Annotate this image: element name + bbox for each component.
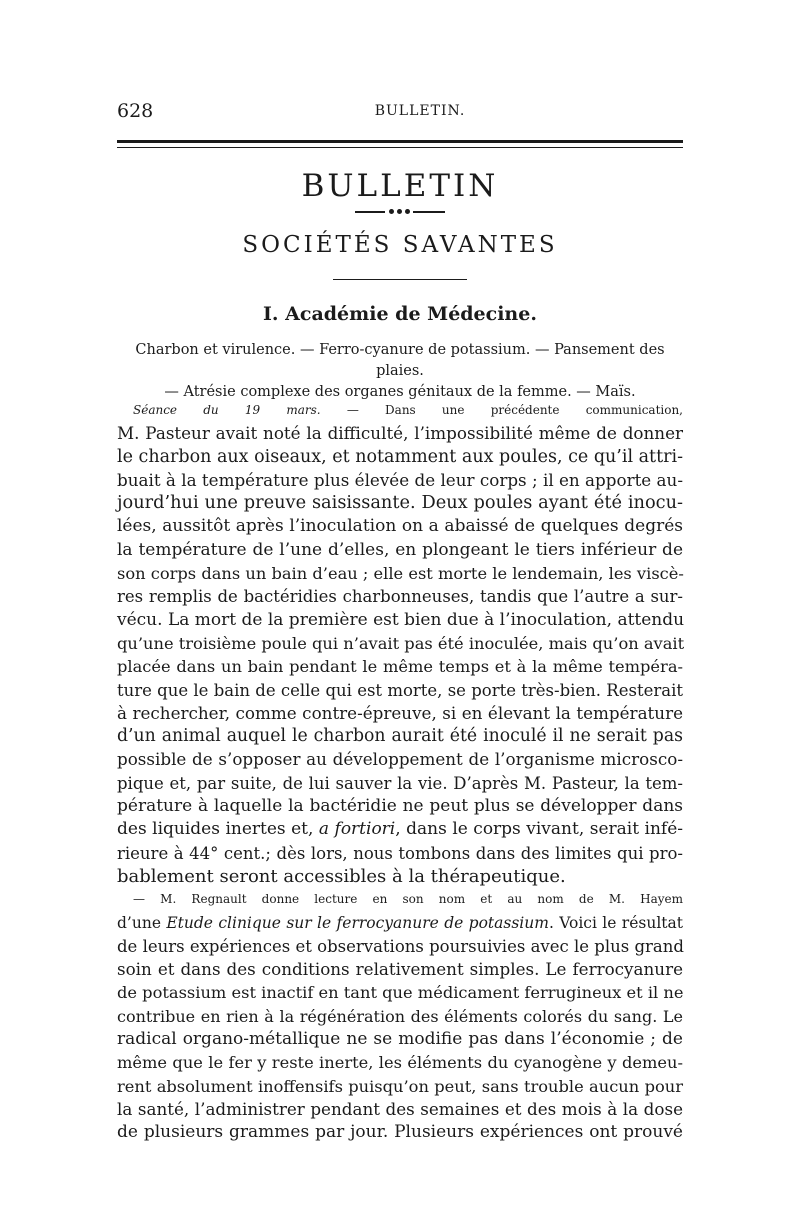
ornament-divider bbox=[355, 208, 445, 216]
short-divider-rule bbox=[333, 279, 467, 280]
summary-line: — Atrésie complexe des organes génitaux de la femme. — Maïs. bbox=[164, 384, 636, 400]
bulletin-title: BULLETIN bbox=[301, 168, 499, 204]
text-line: contribue en rien à la régénération des éléments colorés du sang. Le bbox=[117, 1006, 683, 1026]
text-line: à rechercher, comme contre-épreuve, si en élevant la température bbox=[117, 702, 683, 723]
section-summary bbox=[117, 340, 683, 403]
text-line: — M. Regnault donne lecture en son nom et au nom de M. Hayem bbox=[133, 892, 683, 907]
text-line: buait à la température plus élevée de leur corps ; il en apporte au- bbox=[117, 469, 683, 490]
text-line: son corps dans un bain d’eau ; elle est morte le lendemain, les viscè- bbox=[117, 564, 684, 584]
ornament-dot bbox=[397, 209, 402, 214]
text-line: rieure à 44° cent.; dès lors, nous tombons dans des limites qui pro- bbox=[117, 843, 683, 863]
running-header bbox=[117, 100, 683, 126]
text-line: la température de l’une d’elles, en plongeant le tiers inférieur de bbox=[117, 539, 683, 560]
text-line: de leurs expériences et observations poursuivies avec le plus grand bbox=[117, 936, 684, 956]
ornament-dot bbox=[389, 209, 394, 214]
study-title: Etude clinique sur le ferrocyanure de potassium bbox=[166, 913, 549, 932]
text-line: M. Pasteur avait noté la difficulté, l’impossibilité même de donner bbox=[117, 423, 683, 444]
header-double-rule bbox=[117, 140, 683, 150]
text-line: la santé, l’administrer pendant des semaines et des mois à la dose bbox=[117, 1098, 683, 1119]
text-line: bablement seront accessibles à la thérapeutique. bbox=[117, 865, 566, 887]
text-line: pique et, par suite, de lui sauver la vie. D’après M. Pasteur, la tem- bbox=[117, 773, 683, 793]
text-line: Séance du 19 mars. — Dans une précédente communication, bbox=[133, 403, 683, 417]
text-line: jourd’hui une preuve saisissante. Deux poules ayant été inocu- bbox=[117, 493, 683, 514]
text-line: radical organo-métallique ne se modifie pas dans l’économie ; de bbox=[117, 1029, 683, 1050]
session-date: Séance du 19 mars. bbox=[133, 403, 321, 417]
ornament-line-left bbox=[355, 211, 385, 213]
text-line: d’un animal auquel le charbon aurait été inoculé il ne serait pas bbox=[117, 726, 683, 747]
section-subtitle: SOCIÉTÉS SAVANTES bbox=[242, 232, 558, 258]
page-number: 628 bbox=[117, 100, 154, 122]
text-line: d’une Etude clinique sur le ferrocyanure de potassium. Voici le résultat bbox=[117, 913, 683, 932]
article-body bbox=[117, 399, 683, 1145]
text-line: res remplis de bactéridies charbonneuses, tandis que l’autre a sur- bbox=[117, 587, 683, 607]
text-line: possible de s’opposer au développement de l’organisme microsco- bbox=[117, 749, 683, 770]
text-line: le charbon aux oiseaux, et notamment aux poules, ce qu’il attri- bbox=[117, 446, 683, 467]
text-line: lées, aussitôt après l’inoculation on a abaissé de quelques degrés bbox=[117, 516, 683, 537]
thick-rule bbox=[117, 140, 683, 143]
ornament-dot bbox=[405, 209, 410, 214]
text-line: ture que le bain de celle qui est morte, se porte très-bien. Resterait bbox=[117, 680, 683, 700]
latin-phrase: a fortiori bbox=[318, 819, 396, 840]
text-line: de plusieurs grammes par jour. Plusieurs expériences ont prouvé bbox=[117, 1122, 683, 1143]
thin-rule bbox=[117, 147, 683, 148]
text-line: vécu. La mort de la première est bien due à l’inoculation, attendu bbox=[117, 609, 685, 630]
text-line: même que le fer y reste inerte, les éléments du cyanogène y demeu- bbox=[117, 1053, 683, 1073]
text-line: de potassium est inactif en tant que médicament ferrugineux et il ne bbox=[117, 983, 684, 1003]
text-line: des liquides inertes et, a fortiori, dans le corps vivant, serait infé- bbox=[117, 819, 684, 840]
summary-line: Charbon et virulence. — Ferro-cyanure de potassium. — Pansement des plaies. bbox=[135, 342, 665, 379]
text-line: qu’une troisième poule qui n’avait pas été inoculée, mais qu’on avait bbox=[117, 633, 685, 653]
ornament-line-right bbox=[413, 211, 445, 213]
academy-heading: I. Académie de Médecine. bbox=[263, 303, 537, 325]
text-line: soin et dans des conditions relativement simples. Le ferrocyanure bbox=[117, 959, 683, 980]
text-line: rent absolument inoffensifs puisqu’on peut, sans trouble aucun pour bbox=[117, 1076, 683, 1096]
text-line: pérature à laquelle la bactéridie ne peut plus se développer dans bbox=[117, 796, 683, 817]
running-title: BULLETIN. bbox=[374, 103, 466, 119]
text-line: placée dans un bain pendant le même temps et à la même tempéra- bbox=[117, 657, 683, 677]
